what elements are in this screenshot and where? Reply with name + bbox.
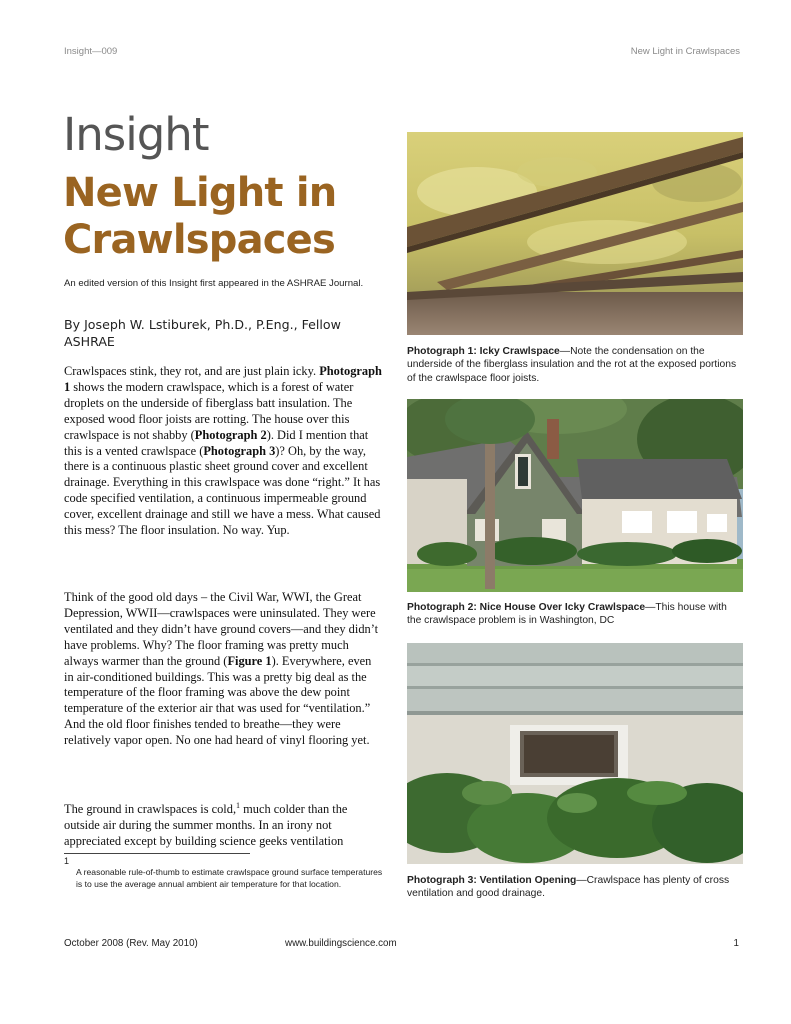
- caption-text: —Crawlspace has plenty of cross ventilation and good drainage.: [407, 875, 730, 900]
- text-run: shows the modern crawlspace, which is a forest of water droplets on the underside of fiberglass batt insulation. The exposed wood floor joists are rotting. The house over this crawlspace is not shabby (: [64, 379, 354, 442]
- photo-1-caption: [407, 345, 743, 385]
- caption-title: Photograph 1: Icky Crawlspace: [407, 346, 560, 357]
- text-run: Think of the good old days – the Civil War, WWI, the Great Depression, WWII—crawlspaces were uninsulated. They were ventilated and they didn’t have ground covers—and they didn’t have problems. Why? The floor framing was pretty much always warmer than the ground (: [64, 590, 379, 668]
- series-kicker: Insight: [63, 108, 209, 161]
- body-paragraph-3: [64, 798, 384, 850]
- caption-text: —Note the condensation on the underside of the fiberglass insulation and the rot at the exposed portions of the crawlspace floor joists.: [407, 346, 737, 384]
- text-run: )? Oh, by the way, there is a continuous plastic sheet ground cover and excellent drainage. Everything in this crawlspace was done “right.” It has code specified ventilation, a continuous impermeable ground cover, excellent drainage and still we have a mess. What caused this mess? The floor insulation. No way. Yup.: [64, 443, 381, 538]
- photo-2-reference: Photograph 2: [194, 427, 267, 442]
- text-run: much colder than the outside air during the summer months. In an irony not appreciated except by building science geeks ventilation: [64, 802, 348, 848]
- photo-ventilation-opening: [407, 643, 743, 864]
- footer-url[interactable]: www.buildingscience.com: [285, 938, 397, 949]
- photo-3-reference: Photograph 3: [203, 443, 276, 458]
- photo-nice-house: [407, 399, 743, 592]
- figure-1-reference: Figure 1: [227, 653, 272, 668]
- caption-title: Photograph 2: Nice House Over Icky Crawlspace: [407, 602, 646, 613]
- body-paragraph-2: [64, 590, 384, 749]
- photo-2-caption: [407, 601, 743, 628]
- text-run: The ground in crawlspaces is cold,: [64, 802, 237, 817]
- author-byline: By Joseph W. Lstiburek, Ph.D., P.Eng., Fellow ASHRAE: [64, 317, 341, 349]
- footer-date: October 2008 (Rev. May 2010): [64, 938, 198, 949]
- footnote-divider: [64, 853, 250, 854]
- footnote-text: A reasonable rule-of-thumb to estimate crawlspace ground surface temperatures is to use the average annual ambient air temperature for that location.: [76, 867, 383, 889]
- photo-icky-crawlspace: [407, 132, 743, 335]
- body-paragraph-1: [64, 364, 384, 539]
- edited-version-note: An edited version of this Insight first appeared in the ASHRAE Journal.: [64, 278, 364, 289]
- caption-text: —This house with the crawlspace problem is in Washington, DC: [407, 602, 727, 627]
- caption-title: Photograph 3: Ventilation Opening: [407, 875, 577, 886]
- page-number: 1: [733, 938, 739, 949]
- text-run: Crawlspaces stink, they rot, and are just plain icky.: [64, 364, 320, 378]
- running-header-right: New Light in Crawlspaces: [630, 46, 740, 57]
- article-title: New Light in Crawlspaces: [63, 170, 337, 263]
- running-header-left: Insight—009: [64, 46, 118, 57]
- footnote-number: 1: [64, 856, 70, 866]
- photo-1-reference: Photograph 1: [64, 364, 382, 394]
- footnote-marker: 1: [236, 801, 241, 810]
- photo-3-caption: [407, 874, 743, 901]
- text-run: ). Did I mention that this is a vented crawlspace (: [64, 427, 369, 458]
- text-run: ). Everywhere, even in air-conditioned buildings. This was a pretty big deal as the temperature of the floor framing was above the dew point temperature of the exterior air that was used for “ventilation.” And the old floor finishes tended to breathe—they were relatively vapor open. No one had heard of vinyl flooring yet.: [64, 653, 372, 748]
